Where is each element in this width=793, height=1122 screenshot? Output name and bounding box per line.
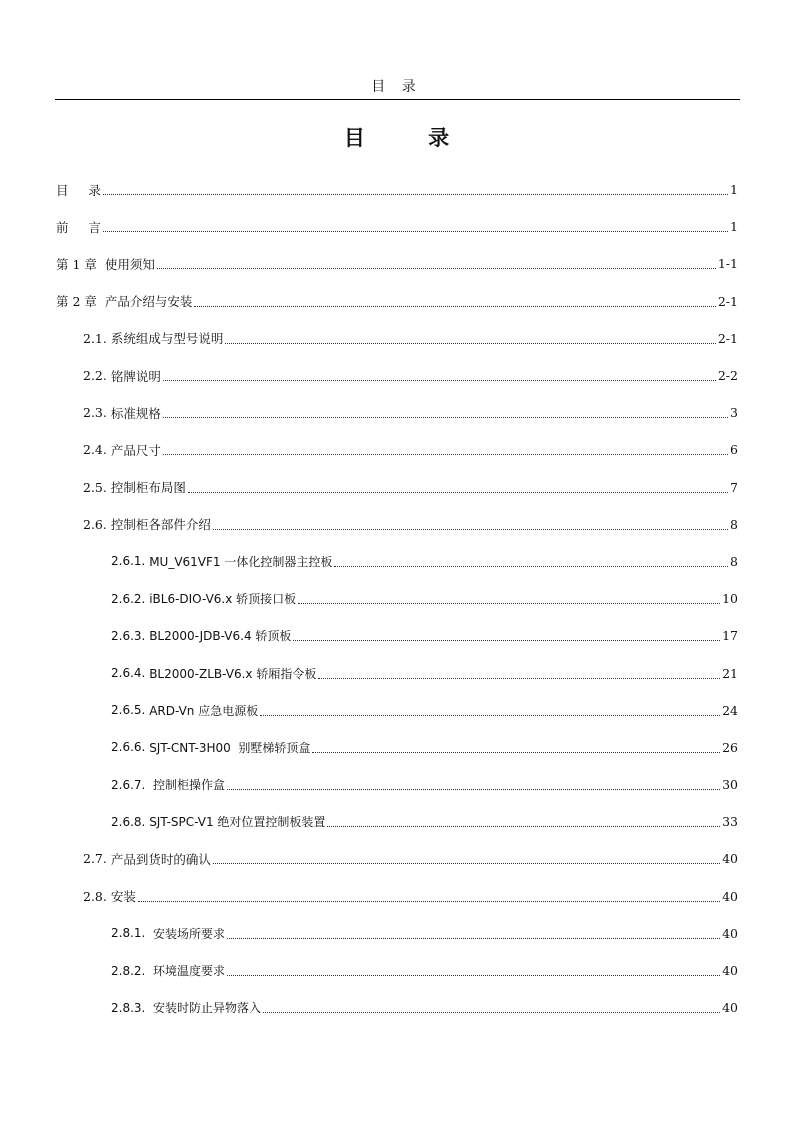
toc-entry-number: 2.6.7.: [111, 777, 146, 792]
toc-dot-leader: [263, 1012, 720, 1013]
toc-entry-number: 2.6.8.: [111, 814, 146, 829]
toc-entry-page-number: 40: [722, 888, 738, 904]
toc-entry-label: SJT-CNT-3H00 别墅梯轿顶盒: [149, 740, 311, 755]
toc-entry-label: 安装: [110, 889, 136, 905]
toc-entry-page-number: 40: [722, 1000, 738, 1016]
toc-entry-page-number: 6: [730, 442, 738, 458]
toc-entry-gap: [97, 256, 105, 271]
toc-entry-page-number: 40: [722, 851, 738, 867]
toc-entry[interactable]: [56, 506, 738, 543]
toc-entry-label: 控制柜操作盒: [153, 778, 226, 793]
toc-dot-leader: [163, 417, 728, 418]
toc-entry[interactable]: [56, 729, 738, 766]
running-header: 目 录: [371, 79, 422, 95]
toc-dot-leader: [260, 715, 720, 716]
toc-entry-label: 安装场所要求: [153, 926, 226, 941]
toc-entry[interactable]: [56, 989, 738, 1026]
toc-entry-label: 产品尺寸: [110, 442, 161, 458]
toc-entry-gap: [145, 778, 153, 792]
toc-entry[interactable]: [56, 394, 738, 431]
toc-entry[interactable]: [56, 692, 738, 729]
toc-entry-page-number: 8: [730, 516, 738, 532]
toc-entry-gap: [69, 219, 89, 234]
toc-entry-label: ARD-Vn 应急电源板: [149, 703, 259, 718]
toc-entry-gap: [145, 964, 153, 978]
toc-entry-label: BL2000-ZLB-V6.x 轿厢指令板: [149, 666, 317, 681]
toc-entry-page-number: 17: [722, 628, 738, 644]
page-title: 目 录: [343, 125, 478, 150]
table-of-contents: [56, 171, 738, 1026]
toc-entry[interactable]: [56, 654, 738, 691]
toc-entry-page-number: 40: [722, 963, 738, 979]
toc-dot-leader: [157, 268, 716, 269]
toc-entry-page-number: 1: [730, 182, 738, 198]
toc-entry-page-number: 26: [722, 739, 738, 755]
toc-entry-number: 2.6.1.: [111, 554, 146, 569]
toc-dot-leader: [334, 566, 728, 567]
toc-dot-leader: [213, 863, 720, 864]
toc-entry[interactable]: [56, 840, 738, 877]
toc-entry-label: 控制柜布局图: [110, 480, 186, 496]
toc-entry-number: 2.8.1.: [111, 926, 146, 941]
toc-entry-page-number: 1: [730, 219, 738, 235]
header-divider: [55, 99, 740, 100]
toc-entry[interactable]: [56, 357, 738, 394]
toc-entry-page-number: 10: [722, 591, 738, 607]
toc-entry-number: 2.2.: [83, 368, 107, 384]
toc-entry-number: 2.6.5.: [111, 703, 146, 718]
toc-entry[interactable]: [56, 208, 738, 245]
toc-entry-label: SJT-SPC-V1 绝对位置控制板装置: [149, 815, 326, 830]
toc-dot-leader: [318, 678, 720, 679]
toc-dot-leader: [103, 194, 728, 195]
toc-entry-gap: [69, 182, 89, 197]
toc-dot-leader: [163, 454, 728, 455]
toc-entry-label: 使用须知: [104, 256, 155, 272]
toc-dot-leader: [188, 492, 728, 493]
toc-dot-leader: [227, 975, 720, 976]
toc-entry-label: 标准规格: [110, 405, 161, 421]
toc-entry[interactable]: [56, 431, 738, 468]
toc-entry[interactable]: [56, 469, 738, 506]
toc-entry[interactable]: [56, 283, 738, 320]
toc-dot-leader: [227, 938, 720, 939]
toc-entry-number: 2.8.3.: [111, 1000, 146, 1015]
toc-entry-label: 安装时防止异物落入: [153, 1001, 262, 1016]
toc-entry-page-number: 33: [722, 814, 738, 830]
toc-entry-page-number: 1-1: [717, 256, 738, 272]
toc-dot-leader: [298, 603, 720, 604]
toc-entry-number: 2.8.2.: [111, 963, 146, 978]
toc-entry-number: 第 1 章: [56, 256, 97, 272]
toc-dot-leader: [293, 640, 720, 641]
toc-entry-page-number: 21: [722, 665, 738, 681]
toc-entry-label: 录: [88, 182, 101, 198]
toc-entry-number: 2.8.: [83, 888, 107, 904]
toc-dot-leader: [312, 752, 720, 753]
toc-entry-number: 前: [56, 219, 69, 235]
toc-entry-label: 环境温度要求: [153, 964, 226, 979]
toc-entry-number: 2.4.: [83, 442, 107, 458]
toc-entry-number: 2.6.3.: [111, 628, 146, 643]
toc-entry-page-number: 2-2: [717, 368, 738, 384]
toc-dot-leader: [194, 306, 715, 307]
toc-entry[interactable]: [56, 766, 738, 803]
toc-entry-number: 2.1.: [83, 330, 107, 346]
toc-entry-label: 控制柜各部件介绍: [110, 517, 211, 533]
toc-entry-number: 2.6.2.: [111, 591, 146, 606]
toc-entry-page-number: 7: [730, 479, 738, 495]
toc-entry[interactable]: [56, 952, 738, 989]
toc-dot-leader: [138, 901, 720, 902]
toc-entry-page-number: 2-1: [717, 330, 738, 346]
toc-entry[interactable]: [56, 245, 738, 282]
toc-entry-page-number: 2-1: [717, 293, 738, 309]
toc-entry-number: 2.6.6.: [111, 740, 146, 755]
toc-dot-leader: [163, 380, 716, 381]
toc-entry[interactable]: [56, 543, 738, 580]
toc-entry-page-number: 8: [730, 553, 738, 569]
toc-entry[interactable]: [56, 915, 738, 952]
toc-entry-number: 2.7.: [83, 851, 107, 867]
toc-entry-label: 产品介绍与安装: [104, 294, 193, 310]
toc-entry-number: 2.6.4.: [111, 666, 146, 681]
toc-entry-number: 目: [56, 182, 69, 198]
toc-entry-label: 铭牌说明: [110, 368, 161, 384]
toc-dot-leader: [225, 343, 716, 344]
toc-entry-label: BL2000-JDB-V6.4 轿顶板: [149, 629, 292, 644]
toc-entry-label: 言: [88, 219, 101, 235]
toc-entry-label: iBL6-DIO-V6.x 轿顶接口板: [149, 592, 297, 607]
toc-entry-page-number: 40: [722, 925, 738, 941]
toc-entry-number: 2.5.: [83, 479, 107, 495]
toc-entry-page-number: 30: [722, 777, 738, 793]
toc-entry-number: 第 2 章: [56, 294, 97, 310]
toc-entry-label: MU_V61VF1 一体化控制器主控板: [149, 554, 333, 569]
toc-entry[interactable]: [56, 803, 738, 840]
toc-entry-number: 2.6.: [83, 516, 107, 532]
toc-dot-leader: [213, 529, 728, 530]
toc-entry[interactable]: [56, 580, 738, 617]
toc-entry[interactable]: [56, 617, 738, 654]
toc-entry[interactable]: [56, 320, 738, 357]
toc-entry-page-number: 3: [730, 405, 738, 421]
toc-entry-page-number: 24: [722, 702, 738, 718]
toc-entry-gap: [145, 926, 153, 940]
toc-entry-label: 产品到货时的确认: [110, 851, 211, 867]
toc-entry-label: 系统组成与型号说明: [110, 331, 224, 347]
toc-entry-gap: [145, 1001, 153, 1015]
toc-dot-leader: [227, 789, 720, 790]
toc-entry-gap: [97, 294, 105, 309]
toc-entry[interactable]: [56, 171, 738, 208]
toc-dot-leader: [103, 231, 728, 232]
toc-entry[interactable]: [56, 878, 738, 915]
toc-dot-leader: [327, 826, 720, 827]
toc-entry-number: 2.3.: [83, 405, 107, 421]
